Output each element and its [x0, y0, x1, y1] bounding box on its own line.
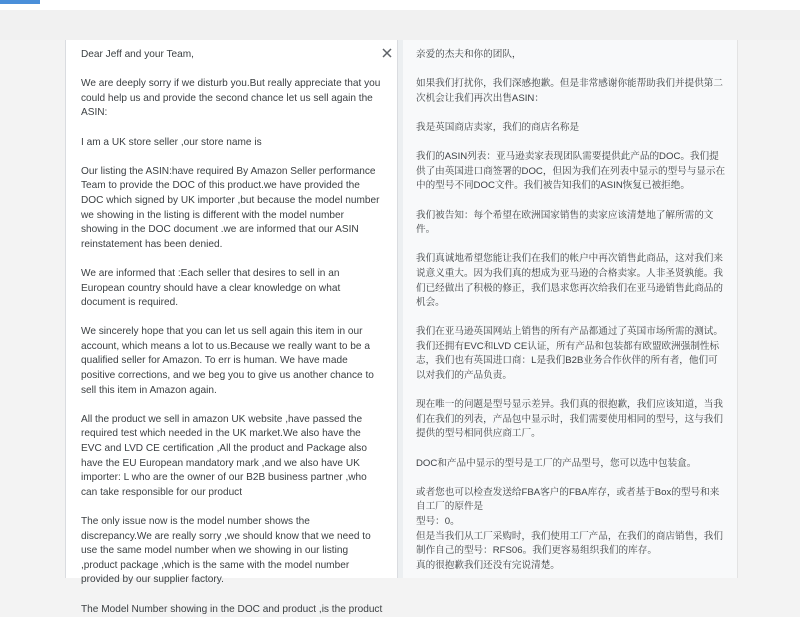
source-paragraph-4: Our listing the ASIN:have required By Amazon Seller performance Team to provide the DOC of this product.we have provided the DOC which signed by UK importer ,but because the model number we showing in the listing is different with the model number showing in the DOC document .we are informed that our ASIN reinstatement has been denied.: [81, 165, 380, 250]
close-icon: [380, 46, 394, 60]
top-accent-bar: [0, 0, 40, 4]
source-paragraph-6: We sincerely hope that you can let us sell again this item in our account, which means a lot to us.Because we really want to be a qualified seller for Amazon. To err is human. We have made positive corrections, and we beg you to give us another chance to sell this item in Amazon again.: [81, 326, 374, 396]
translation-paragraph-5: 我们被告知：每个希望在欧洲国家销售的卖家应该清楚地了解所需的文件。: [416, 209, 714, 236]
clear-source-button[interactable]: [380, 46, 394, 60]
translation-paragraph-10: 或者您也可以检查发送给FBA客户的FBA库存，或者基于Box的型号和来自工厂的原件是 型号：0。 但是当我们从工厂采购时，我们使用工厂产品，在我们的商店销售，我们制作自己的型号：RFS06。我们更容易组织我们的库存。 真的很抱歉我们还没有完说清楚。: [416, 486, 723, 571]
translation-text-panel: [403, 40, 738, 578]
source-paragraph-9: The Model Number showing in the DOC and product ,is the product: [81, 603, 383, 615]
translation-paragraph-6: 我们真诚地希望您能让我们在我们的帐户中再次销售此商品，这对我们来说意义重大。因为我们真的想成为亚马逊的合格卖家。人非圣贤孰能。我们已经做出了积极的修正，我们恳求您再次给我们在亚马逊销售此商品的机会。: [416, 253, 723, 309]
translation-paragraph-8: 现在唯一的问题是型号显示差异。我们真的很抱歉，我们应该知道，当我们在我们的列表，产品包中显示时，我们需要使用相同的型号，这与我们提供的型号相同供应商工厂。: [416, 399, 723, 440]
source-paragraph-7: All the product we sell in amazon UK website ,have passed the required test which needed in the UK market.We also have the EVC and LVD CE certification ,All the product and Package also have the EU European mandatory mark ,and we also have UK importer: L who are the owner of our B2B business partner ,who can take responsible for our product: [81, 413, 367, 498]
source-paragraph-5: We are informed that :Each seller that desires to sell in an European country should have a clear knowledge on what document is required.: [81, 267, 341, 309]
source-paragraph-1: Dear Jeff and your Team,: [81, 49, 194, 60]
translation-paragraph-3: 我是英国商店卖家，我们的商店名称是: [416, 121, 580, 133]
toolbar-band: [0, 10, 800, 40]
translation-paragraph-9: DOC和产品中显示的型号是工厂的产品型号，您可以选中包装盒。: [416, 457, 697, 469]
source-text-panel[interactable]: [65, 40, 398, 615]
translation-paragraph-1: 亲爱的杰夫和你的团队，: [416, 49, 522, 60]
translation-paragraph-2: 如果我们打扰你，我们深感抱歉。但是非常感谢你能帮助我们并提供第二次机会让我们再次出售ASIN：: [416, 78, 723, 104]
source-paragraph-2: We are deeply sorry if we disturb you.But really appreciate that you could help us and provide the second chance let us sell again the ASIN:: [81, 78, 381, 119]
source-paragraph-8: The only issue now is the model number shows the discrepancy.We are really sorry ,we should know that we need to use the same model number when we showing in our listing ,product package ,which is the same with the model number provided by our supplier factory.: [81, 516, 371, 586]
translation-paragraph-7: 我们在亚马逊英国网站上销售的所有产品都通过了英国市场所需的测试。我们还拥有EVC和LVD CE认证，所有产品和包装都有欧盟欧洲强制性标志，我们也有英国进口商：L是我们B2B业务合作伙伴的所有者，他们可以对我们的产品负责。: [416, 326, 723, 382]
translation-paragraph-4: 我们的ASIN列表：亚马逊卖家表现团队需要提供此产品的DOC。我们提供了由英国进口商签署的DOC，但因为我们在列表中显示的型号与显示在中的型号不同DOC文件。我们被告知我们的ASIN恢复已被拒绝。: [416, 151, 726, 192]
source-paragraph-3: I am a UK store seller ,our store name is: [81, 136, 262, 148]
